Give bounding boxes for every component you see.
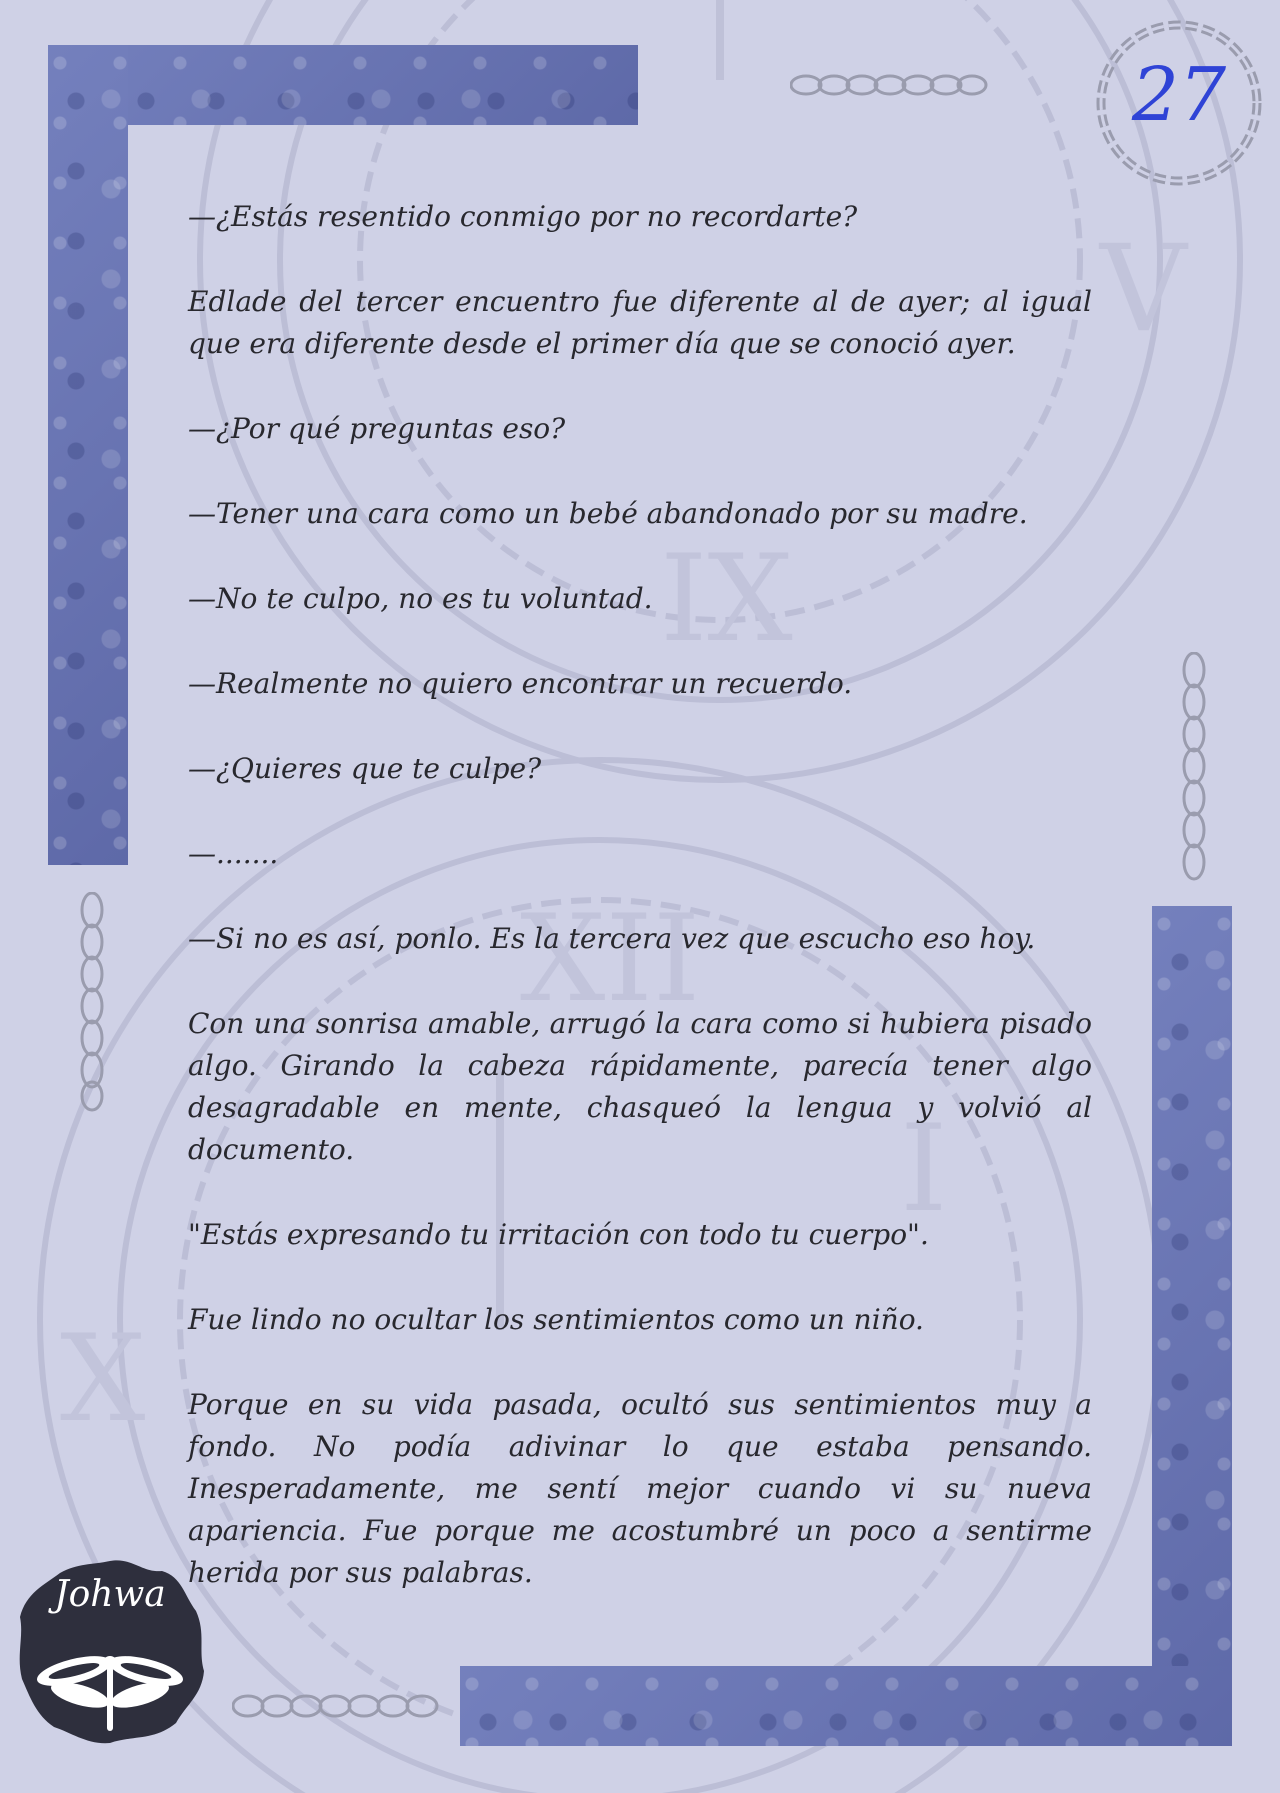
paragraph: —No te culpo, no es tu voluntad. (188, 582, 653, 615)
chain-right-icon (1180, 652, 1208, 884)
paragraph: Porque en su vida pasada, ocultó sus sentimientos muy a fondo. No podía adivinar lo que estaba pensando. Inesperadamente, me sentí mejor cuando vi su nueva apariencia. Fue porque me acostumbré un poco a sentirme herida por sus palabras. (188, 1388, 1092, 1589)
svg-text:I: I (900, 1100, 948, 1239)
paragraph: —Tener una cara como un bebé abandonado por su madre. (188, 497, 1028, 530)
frame-top-bar (48, 45, 638, 125)
chain-bottom-icon (232, 1692, 444, 1720)
frame-bottom-bar (460, 1666, 1232, 1746)
paragraph: —¿Estás resentido conmigo por no recordarte? (188, 200, 858, 233)
svg-text:X: X (60, 1310, 146, 1449)
frame-left-bar (48, 45, 128, 865)
page-number: 27 (1131, 52, 1227, 138)
paragraph: —....... (188, 837, 279, 870)
paragraph: Edlade del tercer encuentro fue diferente al de ayer; al igual que era diferente desde el primer día que se conoció ayer. (188, 285, 1092, 360)
paragraph: —Si no es así, ponlo. Es la tercera vez que escucho eso hoy. (188, 922, 1036, 955)
paragraph: Con una sonrisa amable, arrugó la cara como si hubiera pisado algo. Girando la cabeza rápidamente, parecía tener algo desagradable en mente, chasqueó la lengua y volvió al documento. (188, 1007, 1092, 1166)
chain-left-icon (78, 892, 106, 1112)
svg-text:XII: XII (520, 890, 701, 1029)
paragraph: —¿Quieres que te culpe? (188, 752, 542, 785)
paragraph: —Realmente no quiero encontrar un recuerdo. (188, 667, 853, 700)
paragraph: —¿Por qué preguntas eso? (188, 412, 566, 445)
logo-brand-text: Johwa (54, 1574, 166, 1615)
svg-text:IX: IX (660, 530, 793, 669)
frame-right-bar (1152, 906, 1232, 1746)
svg-text:V: V (1100, 220, 1187, 359)
paragraph: Fue lindo no ocultar los sentimientos como un niño. (188, 1303, 924, 1336)
paragraph: "Estás expresando tu irritación con todo tu cuerpo". (188, 1218, 929, 1251)
chain-top-icon (790, 72, 988, 98)
body-text (188, 196, 1092, 1637)
